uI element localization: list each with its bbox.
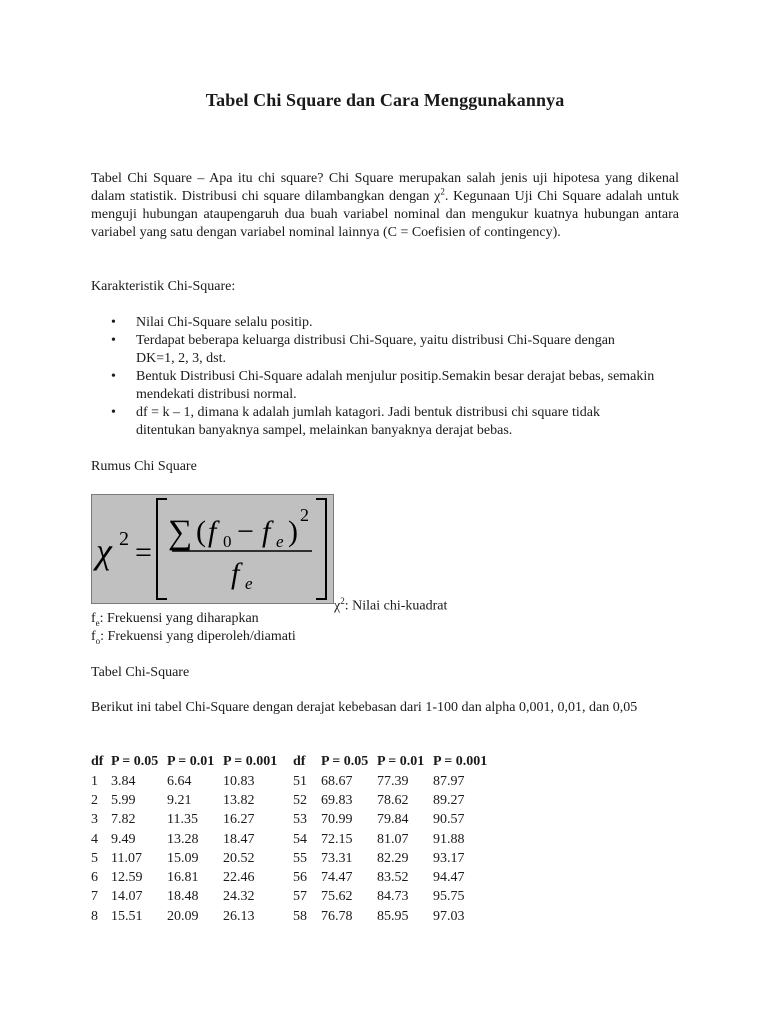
- minus-sign: −: [237, 515, 254, 548]
- left-bracket: [157, 499, 167, 599]
- table-cell: 83.52: [377, 870, 409, 886]
- table-cell: 90.57: [433, 812, 465, 828]
- chi-symbol: χ: [96, 531, 112, 571]
- table-cell: 68.67: [321, 773, 353, 789]
- table-header: P = 0.01: [377, 754, 425, 769]
- table-header: P = 0.001: [433, 754, 488, 769]
- table-header: df: [293, 754, 306, 769]
- karakteristik-heading: Karakteristik Chi-Square:: [91, 279, 236, 294]
- table-cell: 24.32: [223, 889, 255, 905]
- table-header: df: [91, 754, 104, 769]
- table-cell: 1: [91, 773, 98, 789]
- table-cell: 93.17: [433, 850, 465, 866]
- table-cell: 73.31: [321, 850, 353, 866]
- table-row: [88, 907, 503, 926]
- table-cell: 70.99: [321, 812, 353, 828]
- definition-fo: $f_o$: Frekuensi yang diperoleh/diamati: [91, 629, 296, 646]
- table-cell: 5.99: [111, 792, 136, 808]
- table-cell: 85.95: [377, 908, 409, 924]
- table-cell: 11.35: [167, 812, 198, 828]
- table-cell: 7: [91, 889, 98, 905]
- f-observed: f: [208, 515, 217, 548]
- table-cell: 74.47: [321, 870, 353, 886]
- table-body: [88, 772, 503, 926]
- table-cell: 4: [91, 831, 98, 847]
- tabel-intro: Berikut ini tabel Chi-Square dengan derajat kebebasan dari 1-100 dan alpha 0,001, 0,01, dan 0,05: [91, 700, 638, 715]
- chi-square-formula: [91, 494, 334, 604]
- table-cell: 57: [293, 889, 307, 905]
- table-cell: 78.62: [377, 792, 409, 808]
- table-cell: 51: [293, 773, 307, 789]
- chi-note: $\chi^2$: Nilai chi-kuadrat: [334, 596, 448, 614]
- table-cell: 15.51: [111, 908, 143, 924]
- tabel-heading: Tabel Chi-Square: [91, 665, 190, 680]
- table-cell: 18.47: [223, 831, 255, 847]
- open-paren: (: [196, 515, 206, 548]
- table-cell: 76.78: [321, 908, 353, 924]
- table-cell: 97.03: [433, 908, 465, 924]
- intro-paragraph: Tabel Chi Square – Apa itu chi square? Chi Square merupakan salah jenis uji hipotesa yang dikenal dalam statistik. Distribusi chi square dilambangkan dengan $\chi^2$. Kegunaan Uji Chi Square adalah untuk menguji hubungan ataupengaruh dua buah variabel nominal dan mengukur kuatnya hubungan antara variabel yang satu dengan variabel nominal lainnya (C = Coefisien of contingency).: [91, 171, 680, 240]
- subscript-e: e: [276, 532, 284, 551]
- chi-exponent: 2: [119, 528, 129, 550]
- table-cell: 8: [91, 908, 98, 924]
- right-bracket: [316, 499, 326, 599]
- table-cell: 13.82: [223, 792, 255, 808]
- table-row: [88, 849, 503, 868]
- list-item: • Terdapat beberapa keluarga distribusi Chi-Square, yaitu distribusi Chi-Square dengan DK=1, 2, 3, dst.: [136, 332, 656, 368]
- close-paren: ): [288, 515, 298, 548]
- table-cell: 55: [293, 850, 307, 866]
- table-cell: 6.64: [167, 773, 192, 789]
- table-cell: 22.46: [223, 870, 255, 886]
- table-header: P = 0.05: [321, 754, 369, 769]
- table-row: [88, 791, 503, 810]
- characteristics-list: [91, 314, 656, 440]
- table-header-row: [88, 752, 503, 772]
- list-item: • Bentuk Distribusi Chi-Square adalah menjulur positip.Semakin besar derajat bebas, semakin mendekati distribusi normal.: [136, 368, 656, 404]
- table-cell: 95.75: [433, 889, 465, 905]
- definition-fe: $f_e$: Frekuensi yang diharapkan: [91, 611, 259, 628]
- table-cell: 3.84: [111, 773, 136, 789]
- table-cell: 94.47: [433, 870, 465, 886]
- table-cell: 6: [91, 870, 98, 886]
- table-cell: 11.07: [111, 850, 142, 866]
- table-cell: 20.52: [223, 850, 255, 866]
- f-expected-denominator: f: [231, 557, 240, 590]
- rumus-heading: Rumus Chi Square: [91, 459, 197, 474]
- table-cell: 91.88: [433, 831, 465, 847]
- table-cell: 77.39: [377, 773, 409, 789]
- table-header: P = 0.001: [223, 754, 278, 769]
- table-cell: 53: [293, 812, 307, 828]
- table-cell: 10.83: [223, 773, 255, 789]
- equals-sign: =: [135, 536, 152, 569]
- table-cell: 14.07: [111, 889, 143, 905]
- table-row: [88, 830, 503, 849]
- subscript-zero: 0: [223, 532, 232, 551]
- table-header: P = 0.05: [111, 754, 159, 769]
- table-cell: 5: [91, 850, 98, 866]
- table-cell: 20.09: [167, 908, 199, 924]
- table-cell: 82.29: [377, 850, 409, 866]
- table-cell: 18.48: [167, 889, 199, 905]
- sigma-symbol: ∑: [168, 514, 193, 551]
- table-cell: 16.27: [223, 812, 255, 828]
- table-cell: 69.83: [321, 792, 353, 808]
- subscript-e-denominator: e: [245, 574, 253, 593]
- table-cell: 12.59: [111, 870, 143, 886]
- table-row: [88, 811, 503, 830]
- table-cell: 75.62: [321, 889, 353, 905]
- table-cell: 9.49: [111, 831, 136, 847]
- table-cell: 56: [293, 870, 307, 886]
- table-cell: 89.27: [433, 792, 465, 808]
- chi-square-table: [88, 752, 503, 926]
- table-row: [88, 868, 503, 887]
- table-row: [88, 888, 503, 907]
- table-cell: 79.84: [377, 812, 409, 828]
- table-cell: 72.15: [321, 831, 353, 847]
- table-cell: 9.21: [167, 792, 192, 808]
- table-cell: 81.07: [377, 831, 409, 847]
- square-exponent: 2: [300, 505, 309, 525]
- table-cell: 2: [91, 792, 98, 808]
- table-cell: 3: [91, 812, 98, 828]
- table-cell: 87.97: [433, 773, 465, 789]
- table-header: P = 0.01: [167, 754, 215, 769]
- table-row: [88, 772, 503, 791]
- table-cell: 58: [293, 908, 307, 924]
- table-cell: 15.09: [167, 850, 199, 866]
- list-item: • Nilai Chi-Square selalu positip.: [136, 314, 656, 332]
- table-cell: 7.82: [111, 812, 136, 828]
- table-cell: 16.81: [167, 870, 199, 886]
- table-cell: 54: [293, 831, 307, 847]
- table-cell: 84.73: [377, 889, 409, 905]
- table-cell: 26.13: [223, 908, 255, 924]
- page-title: Tabel Chi Square dan Cara Menggunakannya: [205, 90, 565, 110]
- list-item: • df = k – 1, dimana k adalah jumlah katagori. Jadi bentuk distribusi chi square tidak ditentukan banyaknya sampel, melainkan banyaknya derajat bebas.: [136, 404, 656, 440]
- table-cell: 52: [293, 792, 307, 808]
- f-expected: f: [262, 515, 271, 548]
- table-cell: 13.28: [167, 831, 199, 847]
